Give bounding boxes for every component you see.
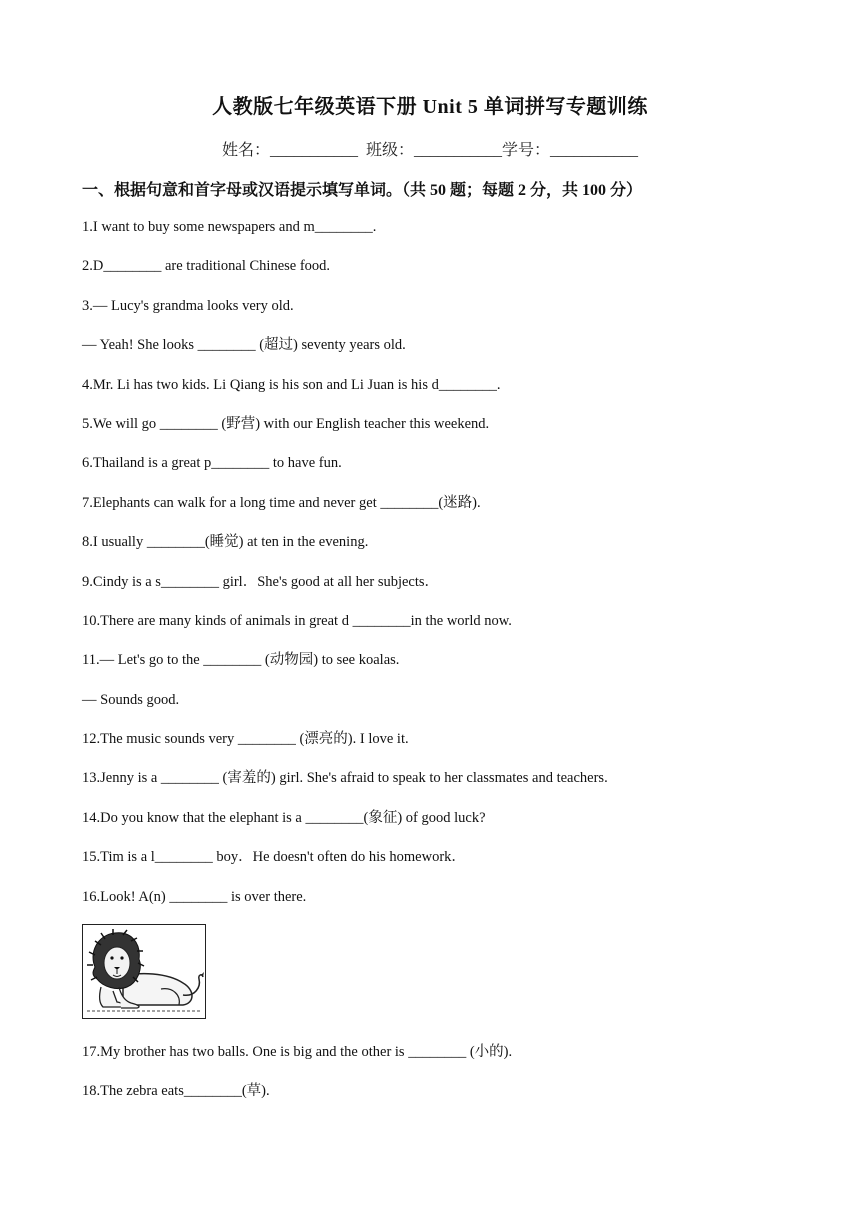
lion-image xyxy=(82,924,206,1019)
question-item: — Yeah! She looks ________ (超过) seventy years old. xyxy=(82,337,406,354)
worksheet-title: 人教版七年级英语下册 Unit 5 单词拼写专题训练 xyxy=(212,96,648,118)
question-item: 15.Tim is a l________ boy．He doesn't often do his homework． xyxy=(82,849,466,866)
question-item: 14.Do you know that the elephant is a ________(象征) of good luck? xyxy=(82,809,486,826)
name-label: 姓名： xyxy=(221,142,270,159)
class-blank: ___________ xyxy=(414,142,502,159)
class-label: 班级： xyxy=(357,142,414,159)
question-item: 12.The music sounds very ________ (漂亮的). I love it. xyxy=(82,731,409,748)
question-list xyxy=(82,217,782,926)
question-item: 7.Elephants can walk for a long time and never get ________(迷路). xyxy=(82,494,481,511)
question-item: 9.Cindy is a s________ girl．She's good at all her subjects． xyxy=(82,573,440,590)
question-item: 2.D________ are traditional Chinese food. xyxy=(82,258,331,275)
question-item: 6.Thailand is a great p________ to have fun. xyxy=(82,455,342,472)
question-item: 10.There are many kinds of animals in great d ________in the world now. xyxy=(82,612,512,629)
section-heading: 一、根据句意和首字母或汉语提示填写单词。（共 50 题；每题 2 分，共 100 分） xyxy=(82,182,643,199)
question-item: 1.I want to buy some newspapers and m________. xyxy=(82,219,377,235)
question-item: 16.Look! A(n) ________ is over there. xyxy=(82,888,307,905)
id-label: 学号： xyxy=(502,142,551,159)
lion-icon xyxy=(83,925,205,1018)
name-blank: ___________ xyxy=(269,142,358,159)
question-item: 18.The zebra eats________(草). xyxy=(82,1083,270,1099)
question-item: 17.My brother has two balls. One is big and the other is ________ (小的). xyxy=(82,1044,513,1060)
student-info-line xyxy=(0,137,860,160)
question-item: 13.Jenny is a ________ (害羞的) girl. She's afraid to speak to her classmates and teachers. xyxy=(82,770,608,787)
question-item: 11.— Let's go to the ________ (动物园) to see koalas. xyxy=(82,652,400,669)
question-item: 4.Mr. Li has two kids. Li Qiang is his son and Li Juan is his d________. xyxy=(82,376,501,393)
question-item: 3.— Lucy's grandma looks very old. xyxy=(82,297,294,314)
question-item: 8.I usually ________(睡觉) at ten in the evening. xyxy=(82,534,369,551)
question-item: — Sounds good. xyxy=(82,691,180,708)
id-blank: ___________ xyxy=(550,142,639,159)
question-item: 5.We will go ________ (野营) with our English teacher this weekend. xyxy=(82,415,490,432)
